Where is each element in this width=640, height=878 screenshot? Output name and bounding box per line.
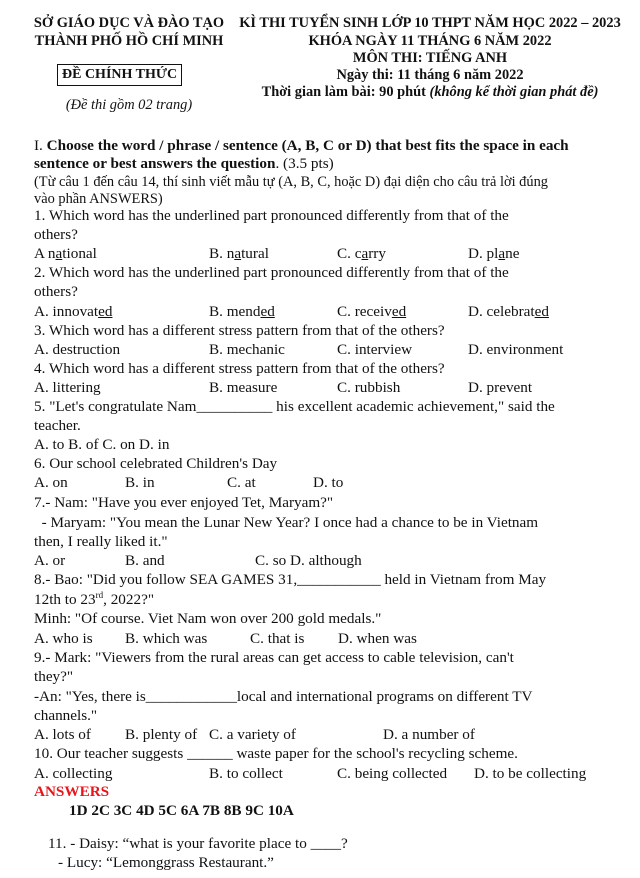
q2-option-b: B. mended xyxy=(209,303,275,320)
q6-option-d: D. to xyxy=(313,474,344,491)
q7-stem-cont2: then, I really liked it." xyxy=(34,533,168,550)
q2-option-c: C. received xyxy=(337,303,407,320)
q8-stem: 8.- Bao: "Did you follow SEA GAMES 31,___________ held in Vietnam from May xyxy=(34,571,547,588)
q6-option-c: C. at xyxy=(227,474,256,491)
q7-option-cd: C. so D. although xyxy=(255,552,362,569)
official-exam-stamp: ĐỀ CHÍNH THỨC xyxy=(57,64,182,86)
section-title-line1: I. Choose the word / phrase / sentence (A, B, C or D) that best fits the space in each xyxy=(34,137,569,154)
header-department: SỞ GIÁO DỤC VÀ ĐÀO TẠO xyxy=(33,15,225,31)
q9-stem: 9.- Mark: "Viewers from the rural areas can get access to cable television, can't xyxy=(34,649,514,666)
answers-key: 1D 2C 3C 4D 5C 6A 7B 8B 9C 10A xyxy=(69,802,294,819)
q5-stem: 5. "Let's congratulate Nam__________ his excellent academic achievement," said the xyxy=(34,398,555,415)
q6-stem: 6. Our school celebrated Children's Day xyxy=(34,455,278,472)
answers-label: ANSWERS xyxy=(34,783,110,800)
q8-stem-cont: 12th to 23rd, 2022?" xyxy=(34,589,155,608)
q5-options: A. to B. of C. on D. in xyxy=(34,436,170,453)
section-title-line2: sentence or best answers the question. (3.5 pts) xyxy=(34,155,334,172)
q7-option-a: A. or xyxy=(34,552,66,569)
pages-note: (Đề thi gồm 02 trang) xyxy=(65,97,193,113)
q9-option-d: D. a number of xyxy=(383,726,475,743)
q2-stem-cont: others? xyxy=(34,283,78,300)
section-note-line1: (Từ câu 1 đến câu 14, thí sinh viết mẫu tự (A, B, C, hoặc D) đại diện cho câu trả lời đúng xyxy=(34,174,548,190)
q8-option-a: A. who is xyxy=(34,630,93,647)
q1-option-d: D. plane xyxy=(468,245,520,262)
q5-stem-cont: teacher. xyxy=(34,417,81,434)
q6-option-b: B. in xyxy=(125,474,155,491)
q9-option-c: C. a variety of xyxy=(209,726,296,743)
q11-reply: - Lucy: “Lemonggrass Restaurant.” xyxy=(58,854,274,871)
q4-option-a: A. littering xyxy=(34,379,101,396)
q10-option-b: B. to collect xyxy=(209,765,283,782)
q6-option-a: A. on xyxy=(34,474,68,491)
q9-reply-cont: channels." xyxy=(34,707,98,724)
q3-stem: 3. Which word has a different stress pattern from that of the others? xyxy=(34,322,445,339)
q10-option-a: A. collecting xyxy=(34,765,113,782)
header-city: THÀNH PHỐ HỒ CHÍ MINH xyxy=(34,33,224,49)
exam-subject: MÔN THI: TIẾNG ANH xyxy=(352,50,508,66)
q8-option-c: C. that is xyxy=(250,630,305,647)
exam-title: KÌ THI TUYỂN SINH LỚP 10 THPT NĂM HỌC 2022 – 2023 xyxy=(239,15,621,31)
q8-reply: Minh: "Of course. Viet Nam won over 200 gold medals." xyxy=(34,610,382,627)
q7-stem: 7.- Nam: "Have you ever enjoyed Tet, Maryam?" xyxy=(34,494,334,511)
q4-option-d: D. prevent xyxy=(468,379,533,396)
q4-option-b: B. measure xyxy=(209,379,278,396)
q10-option-d: D. to be collecting xyxy=(474,765,587,782)
exam-duration: Thời gian làm bài: 90 phút (không kể thời gian phát đề) xyxy=(261,84,599,100)
q9-option-a: A. lots of xyxy=(34,726,91,743)
q2-option-d: D. celebrated xyxy=(468,303,549,320)
q11-stem: 11. - Daisy: “what is your favorite place to ____? xyxy=(48,835,348,852)
q7-option-b: B. and xyxy=(125,552,165,569)
q9-reply: -An: "Yes, there is____________local and international programs on different TV xyxy=(34,688,533,705)
q3-option-a: A. destruction xyxy=(34,341,121,358)
q1-option-c: C. carry xyxy=(337,245,386,262)
q2-stem: 2. Which word has the underlined part pronounced differently from that of the xyxy=(34,264,509,281)
q3-option-b: B. mechanic xyxy=(209,341,285,358)
q8-option-d: D. when was xyxy=(338,630,417,647)
exam-date: Ngày thi: 11 tháng 6 năm 2022 xyxy=(336,67,524,83)
q10-option-c: C. being collected xyxy=(337,765,448,782)
q10-stem: 10. Our teacher suggests ______ waste paper for the school's recycling scheme. xyxy=(34,745,518,762)
section-note-line2: vào phần ANSWERS) xyxy=(34,191,163,207)
q9-stem-cont: they?" xyxy=(34,668,74,685)
q2-option-a: A. innovated xyxy=(34,303,113,320)
q1-stem-cont: others? xyxy=(34,226,78,243)
exam-session: KHÓA NGÀY 11 THÁNG 6 NĂM 2022 xyxy=(308,33,552,49)
q1-option-b: B. natural xyxy=(209,245,269,262)
q4-option-c: C. rubbish xyxy=(337,379,401,396)
q1-option-a: A national xyxy=(34,245,97,262)
q1-stem: 1. Which word has the underlined part pronounced differently from that of the xyxy=(34,207,509,224)
q3-option-d: D. environment xyxy=(468,341,564,358)
q9-option-b: B. plenty of xyxy=(125,726,198,743)
q4-stem: 4. Which word has a different stress pattern from that of the others? xyxy=(34,360,445,377)
q7-stem-cont: - Maryam: "You mean the Lunar New Year? I once had a chance to be in Vietnam xyxy=(34,514,539,531)
q8-option-b: B. which was xyxy=(125,630,208,647)
q3-option-c: C. interview xyxy=(337,341,413,358)
